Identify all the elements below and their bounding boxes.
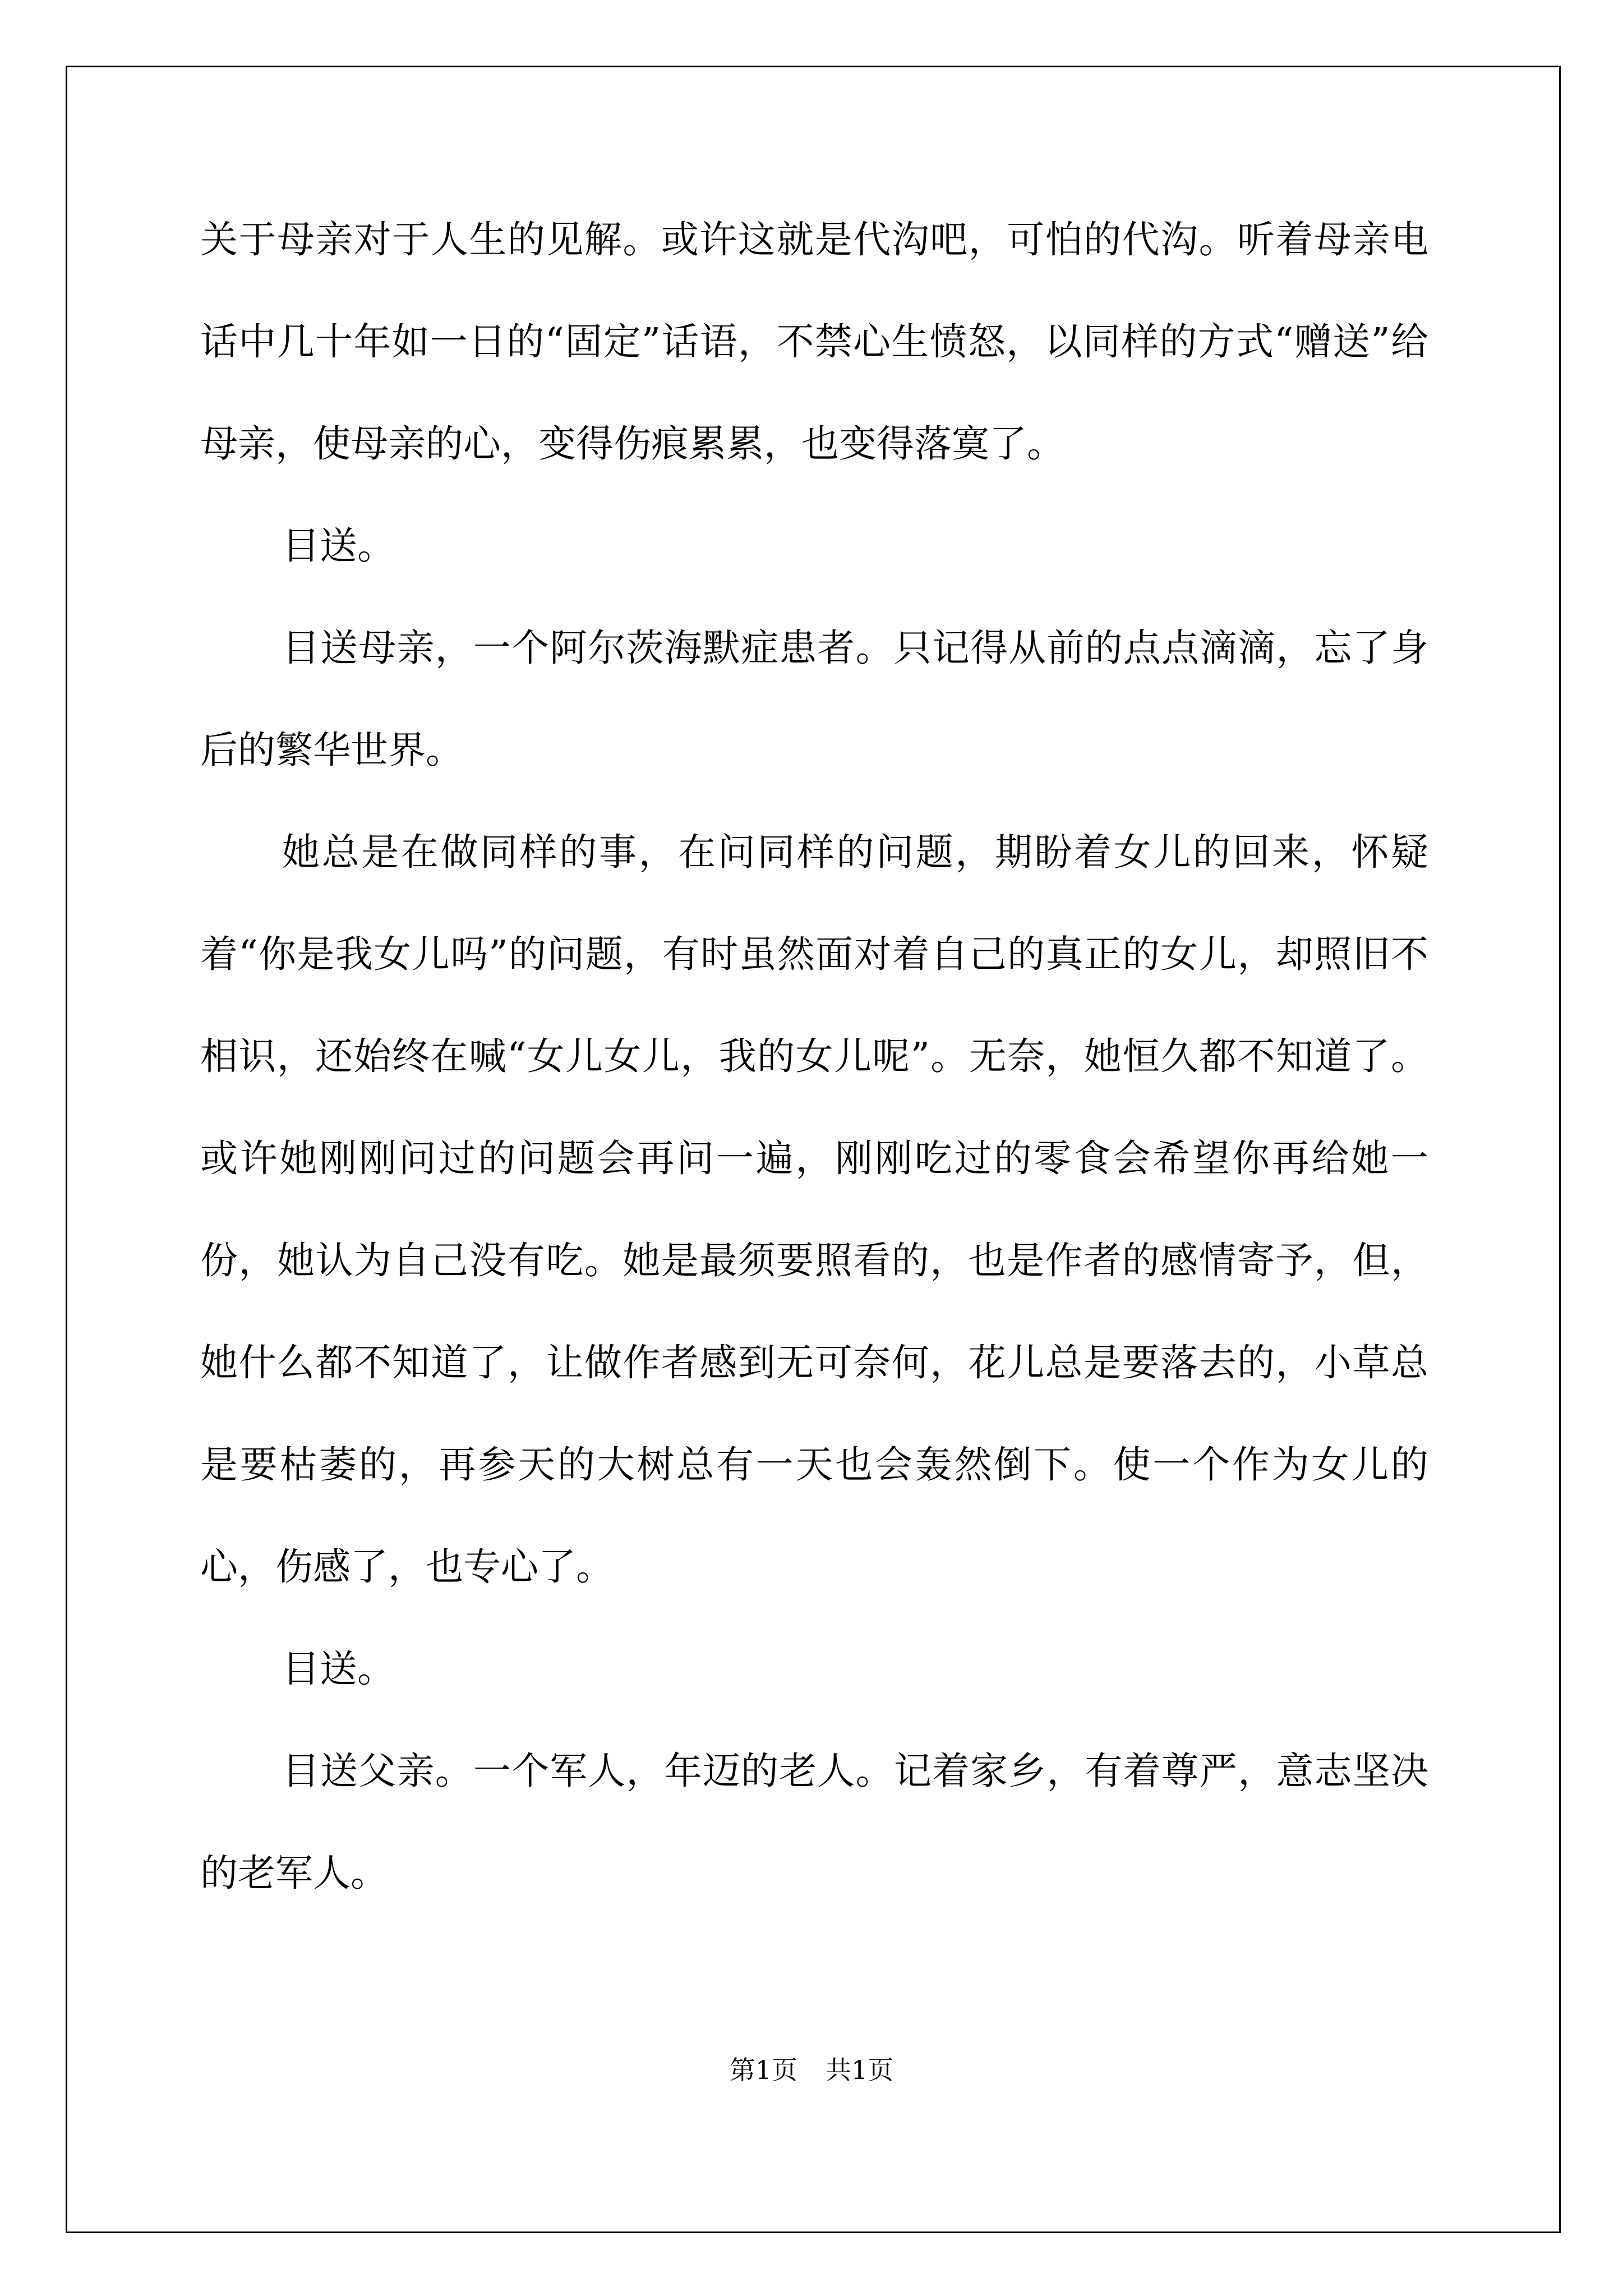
page-current: 第1页 [729,2055,797,2085]
page-footer [0,2053,1623,2087]
page-total: 共1页 [826,2055,894,2085]
paragraph: 目送父亲。一个军人，年迈的老人。记着家乡，有着尊严，意志坚决的老军人。 [200,1749,1428,1895]
paragraph: 目送母亲，一个阿尔茨海默症患者。只记得从前的点点滴滴，忘了身后的繁华世界。 [200,626,1428,772]
document-body [200,188,1428,1924]
paragraph: 关于母亲对于人生的见解。或许这就是代沟吧，可怕的代沟。听着母亲电话中几十年如一日的“固定”话语，不禁心生愤怒，以同样的方式“赠送”给母亲，使母亲的心，变得伤痕累累，也变得落寞了。 [200,218,1428,466]
paragraph: 目送。 [282,524,395,568]
paragraph: 她总是在做同样的事，在问同样的问题，期盼着女儿的回来，怀疑着“你是我女儿吗”的问题，有时虽然面对着自己的真正的女儿，却照旧不相识，还始终在喊“女儿女儿，我的女儿呢”。无奈，她恒久都不知道了。或许她刚刚问过的问题会再问一遍，刚刚吃过的零食会希望你再给她一份，她认为自己没有吃。她是最须要照看的，也是作者的感情寄予，但，她什么都不知道了，让做作者感到无可奈何，花儿总是要落去的，小草总是要枯萎的，再参天的大树总有一天也会轰然倒下。使一个作为女儿的心，伤感了，也专心了。 [200,830,1428,1589]
paragraph: 目送。 [282,1647,395,1691]
